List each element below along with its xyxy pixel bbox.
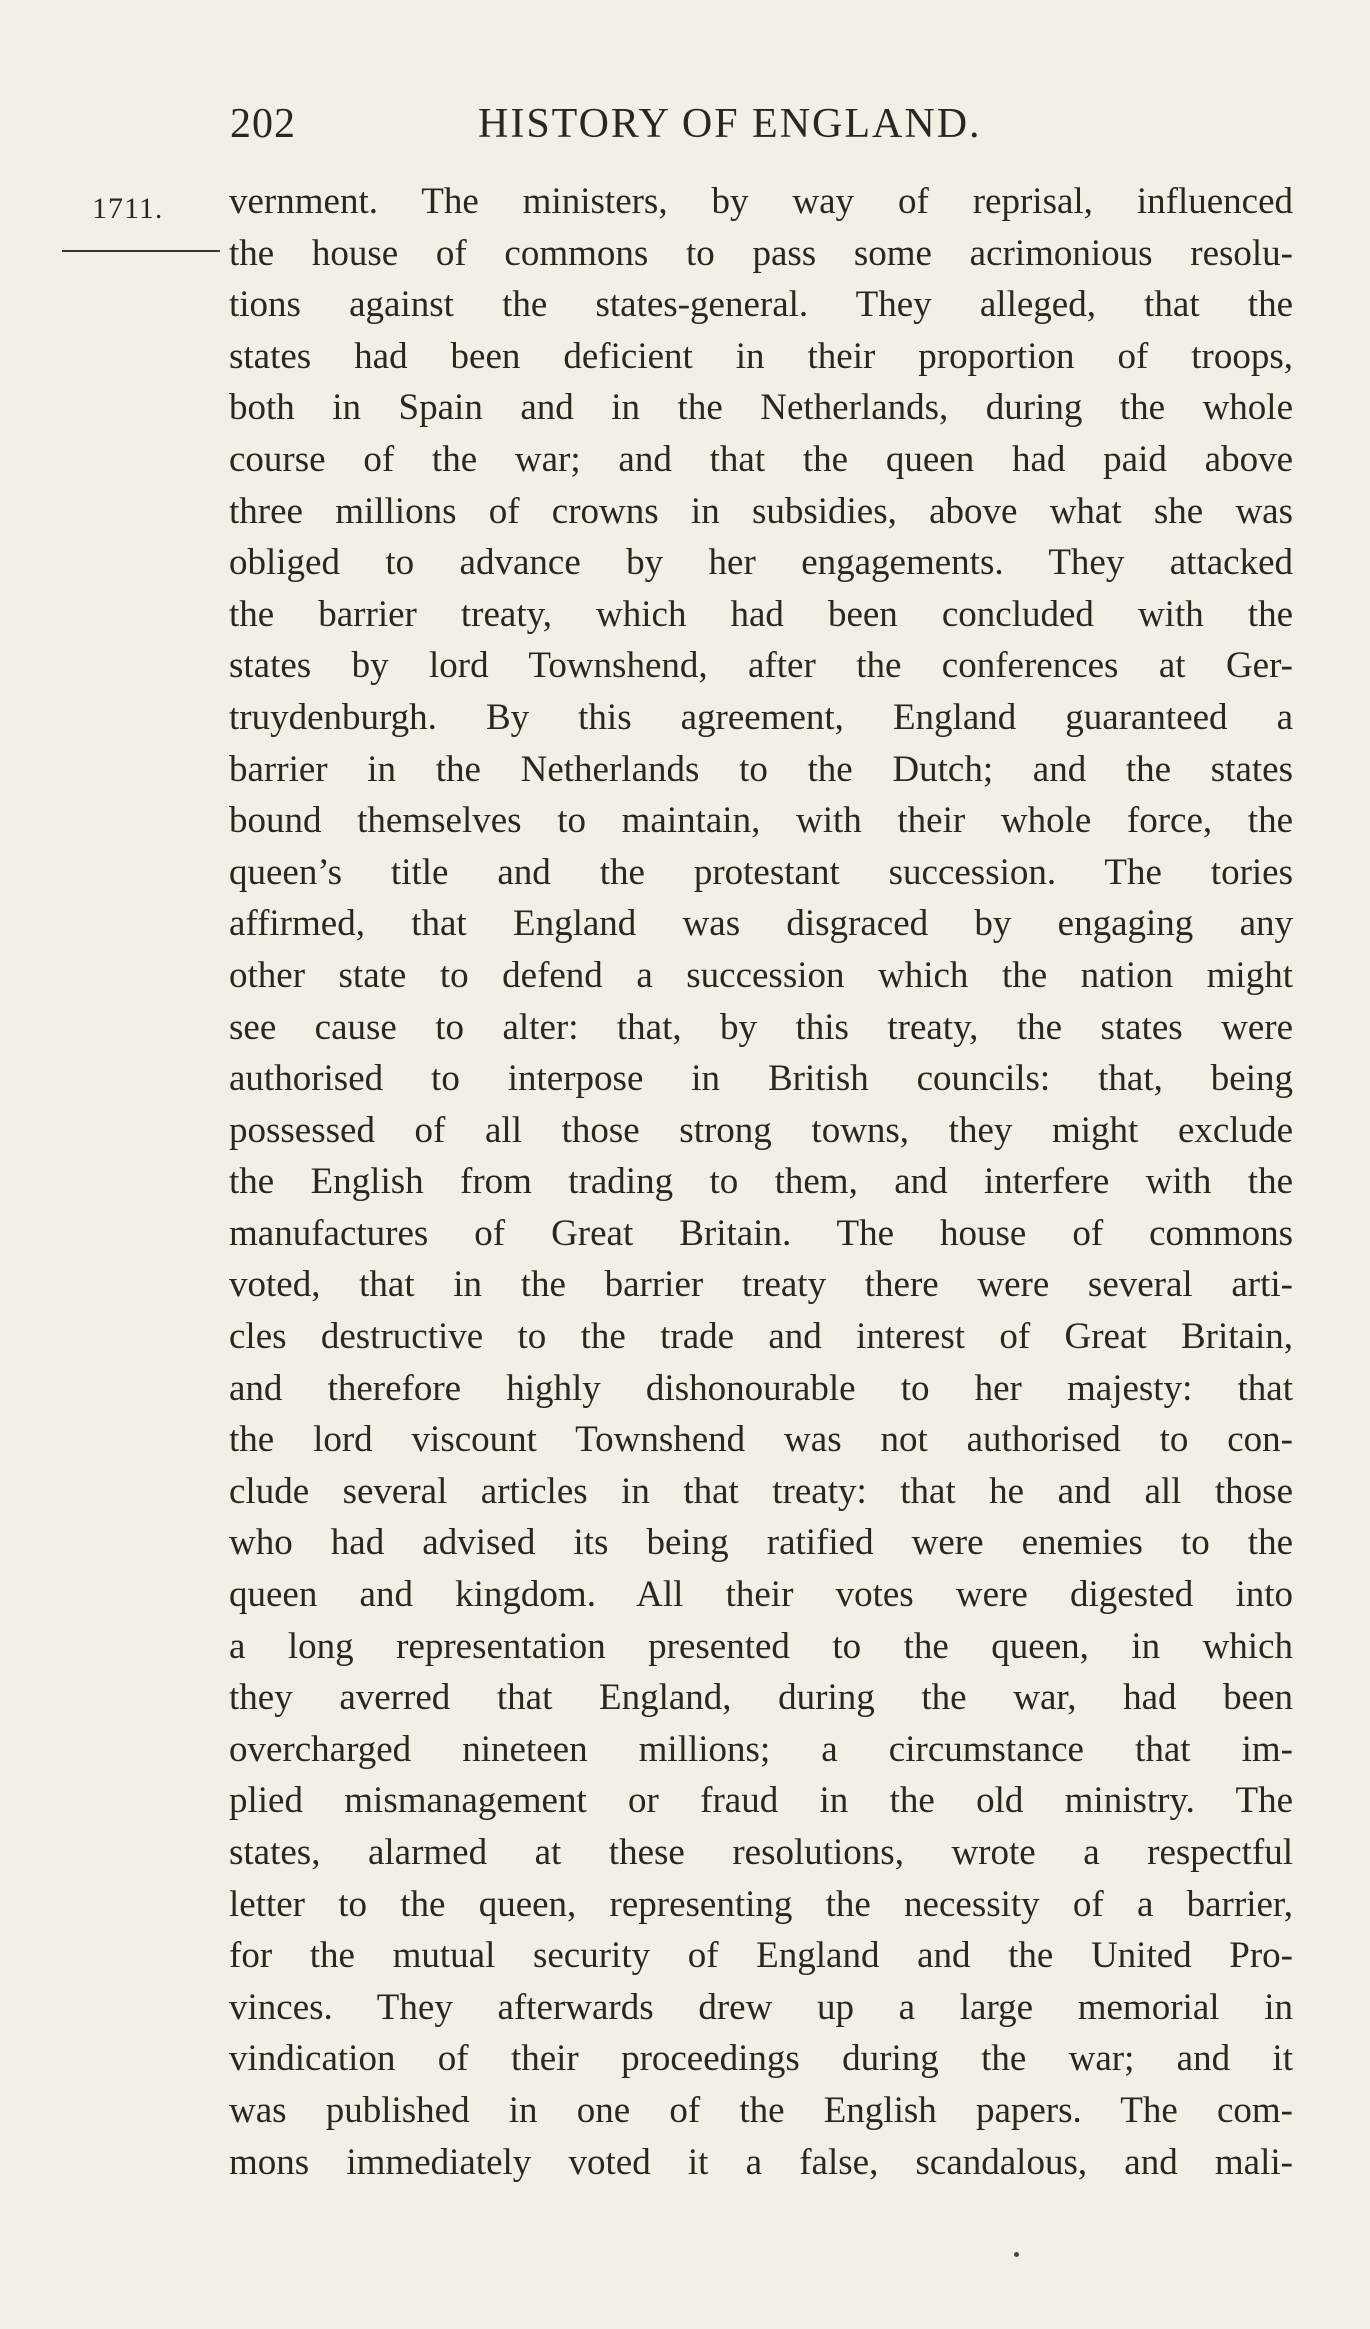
page-number: 202 [230,101,296,147]
text-line: vinces. They afterwards drew up a large memorial in [229,1986,1293,2028]
text-line: three millions of crowns in subsidies, above what she was [229,490,1293,532]
text-line: the lord viscount Townshend was not authorised to con- [229,1419,1293,1461]
text-line: the house of commons to pass some acrimonious resolu- [229,232,1293,274]
text-line: the barrier treaty, which had been concluded with the [229,593,1293,635]
text-line: authorised to interpose in British councils: that, being [229,1058,1293,1100]
text-line: mons immediately voted it a false, scandalous, and mali- [229,2141,1293,2183]
text-line: a long representation presented to the queen, in which [229,1625,1293,1667]
text-line: course of the war; and that the queen had paid above [229,438,1293,480]
body-text [229,176,1293,2188]
text-line: see cause to alter: that, by this treaty, the states were [229,1006,1293,1048]
text-line: barrier in the Netherlands to the Dutch; and the states [229,748,1293,790]
text-line: who had advised its being ratified were enemies to the [229,1522,1293,1564]
running-head [230,100,1070,160]
text-line: affirmed, that England was disgraced by engaging any [229,903,1293,945]
text-line: states had been deficient in their proportion of troops, [229,335,1293,377]
text-line: queen and kingdom. All their votes were digested into [229,1574,1293,1616]
text-line: states by lord Townshend, after the conferences at Ger- [229,645,1293,687]
text-line: plied mismanagement or fraud in the old ministry. The [229,1780,1293,1822]
text-line: cles destructive to the trade and interest of Great Britain, [229,1316,1293,1358]
text-line: overcharged nineteen millions; a circumstance that im- [229,1728,1293,1770]
text-line: manufactures of Great Britain. The house of commons [229,1212,1293,1254]
text-line: vernment. The ministers, by way of reprisal, influenced [229,181,1293,222]
text-line: vindication of their proceedings during the war; and it [229,2038,1293,2080]
text-line: states, alarmed at these resolutions, wrote a respectful [229,1832,1293,1873]
text-line: they averred that England, during the war, had been [229,1677,1293,1719]
text-line: queen’s title and the protestant succession. The tories [229,851,1293,893]
text-line: and therefore highly dishonourable to her majesty: that [229,1367,1293,1409]
text-line: truydenburgh. By this agreement, England guaranteed a [229,696,1293,738]
text-line: tions against the states-general. They alleged, that the [229,284,1293,326]
text-line: was published in one of the English papers. The com- [229,2089,1293,2131]
margin-year-note: 1711. [92,192,164,225]
text-line: letter to the queen, representing the necessity of a barrier, [229,1883,1293,1925]
running-title: HISTORY OF ENGLAND. [478,101,982,147]
ink-speck [1014,2252,1019,2257]
margin-rule [62,250,220,252]
text-line: clude several articles in that treaty: that he and all those [229,1470,1293,1512]
text-line: for the mutual security of England and the United Pro- [229,1935,1293,1977]
text-line: obliged to advance by her engagements. They attacked [229,542,1293,584]
text-line: voted, that in the barrier treaty there were several arti- [229,1264,1293,1306]
text-line: possessed of all those strong towns, they might exclude [229,1109,1293,1151]
text-line: other state to defend a succession which the nation might [229,954,1293,996]
text-line: the English from trading to them, and interfere with the [229,1161,1293,1203]
text-line: both in Spain and in the Netherlands, during the whole [229,387,1293,429]
text-line: bound themselves to maintain, with their whole force, the [229,800,1293,842]
